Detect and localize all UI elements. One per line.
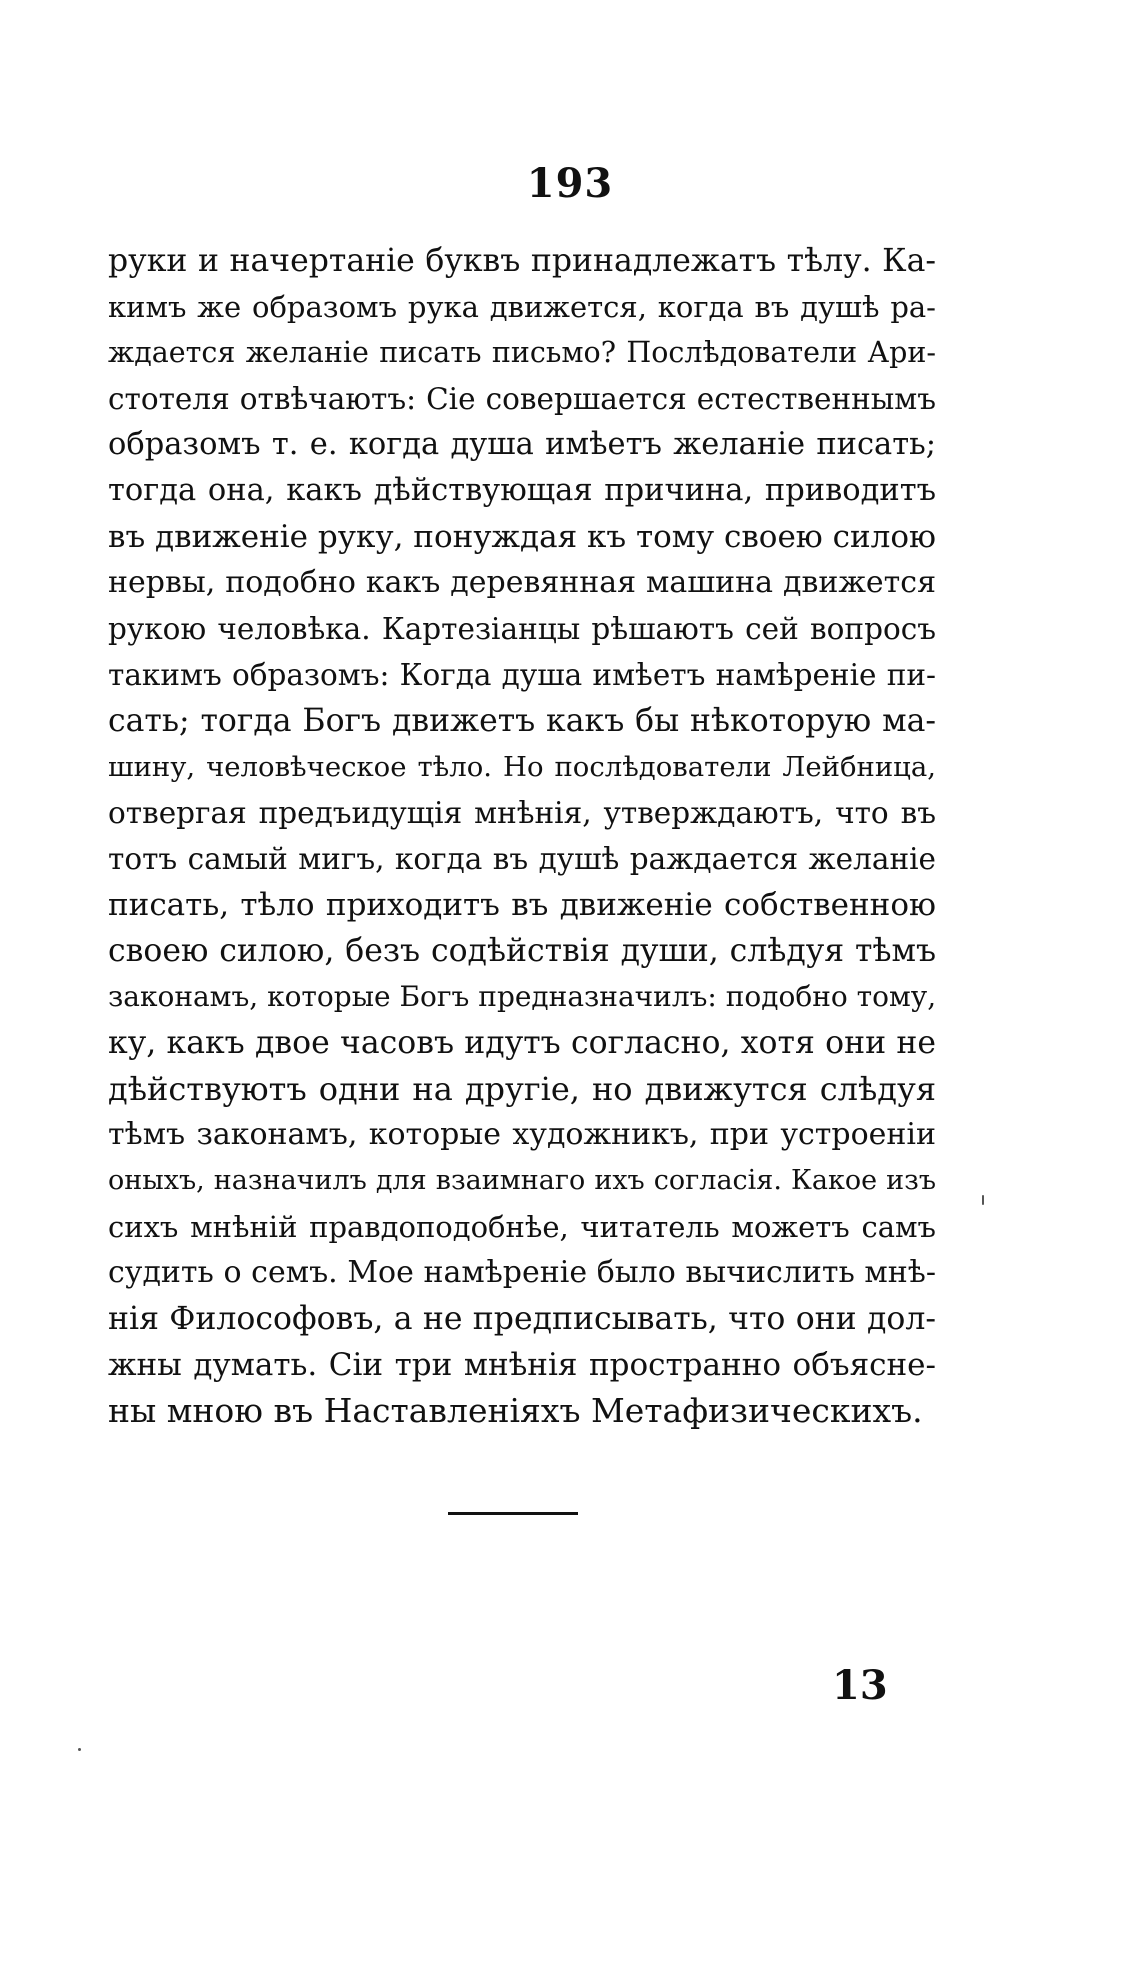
body-text <box>108 238 936 1434</box>
text-line: руки и начертаніе буквъ принадлежатъ тѣлу. Ка- <box>108 243 936 279</box>
text-line: своею силою, безъ содѣйствія души, слѣдуя тѣмъ <box>108 933 936 969</box>
paper-speck <box>78 1748 81 1751</box>
text-line: судить о семъ. Мое намѣреніе было вычислить мнѣ- <box>108 1255 936 1290</box>
text-line: въ движеніе руку, понуждая къ тому своею силою <box>108 519 936 555</box>
paper-speck <box>982 1195 984 1205</box>
text-line: нія Философовъ, а не предписывать, что они дол- <box>108 1301 936 1337</box>
text-line: дѣйствуютъ одни на другіе, но движутся слѣдуя <box>108 1070 936 1108</box>
signature-mark: 13 <box>832 1662 888 1709</box>
text-line: тогда она, какъ дѣйствующая причина, приводитъ <box>108 473 936 508</box>
text-line: тѣмъ законамъ, которые художникъ, при устроеніи <box>108 1117 936 1152</box>
text-line: писать, тѣло приходитъ въ движеніе собственною <box>108 887 936 923</box>
page-number: 193 <box>526 160 614 207</box>
text-line: законамъ, которые Богъ предназначилъ: подобно тому, <box>108 980 936 1013</box>
text-line: кимъ же образомъ рука движется, когда въ душѣ ра- <box>108 290 936 324</box>
text-line: рукою человѣка. Картезіанцы рѣшаютъ сей вопросъ <box>108 612 936 646</box>
text-line: ку, какъ двое часовъ идутъ согласно, хотя они не <box>108 1025 936 1061</box>
text-line: сать; тогда Богъ движетъ какъ бы нѣкоторую ма- <box>108 703 936 739</box>
text-line: ждается желаніе писать письмо? Послѣдователи Ари- <box>108 336 936 369</box>
text-line: шину, человѣческое тѣло. Но послѣдователи Лейбница, <box>108 751 936 783</box>
text-line: нервы, подобно какъ деревянная машина движется <box>108 565 936 600</box>
text-line: жны думать. Сіи три мнѣнія пространно объясне- <box>108 1347 936 1383</box>
text-line: сихъ мнѣній правдоподобнѣе, читатель можетъ самъ <box>108 1210 936 1244</box>
section-divider <box>448 1512 578 1515</box>
text-line: ны мною въ Наставленіяхъ Метафизическихъ. <box>108 1391 923 1430</box>
text-line: образомъ т. е. когда душа имѣетъ желаніе писать; <box>108 427 936 462</box>
text-line: отвергая предъидущія мнѣнія, утверждаютъ, что въ <box>108 796 936 830</box>
text-line: оныхъ, назначилъ для взаимнаго ихъ согласія. Какое изъ <box>108 1165 936 1196</box>
text-line: такимъ образомъ: Когда душа имѣетъ намѣреніе пи- <box>108 658 936 692</box>
text-line: стотеля отвѣчаютъ: Сіе совершается естественнымъ <box>108 382 936 416</box>
text-line: тотъ самый мигъ, когда въ душѣ раждается желаніе <box>108 842 936 876</box>
